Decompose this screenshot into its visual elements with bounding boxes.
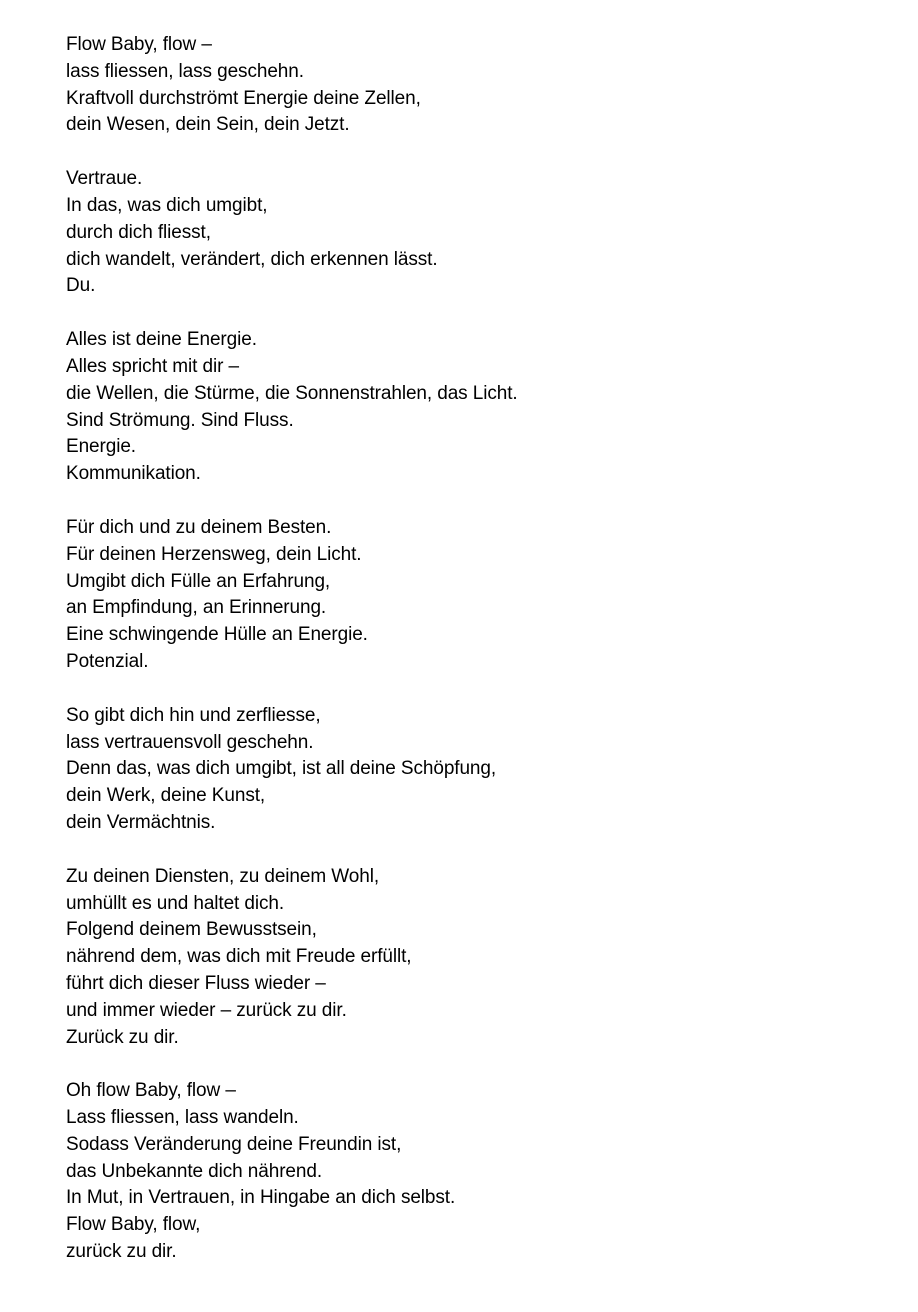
poem-line: dein Werk, deine Kunst, — [66, 785, 266, 807]
poem-line: Alles ist deine Energie. — [66, 329, 257, 351]
poem-line: Sind Strömung. Sind Fluss. — [66, 409, 294, 431]
poem-line: Für deinen Herzensweg, dein Licht. — [66, 543, 362, 565]
poem-line: Potenzial. — [66, 650, 149, 672]
poem-line: Zu deinen Diensten, zu deinem Wohl, — [66, 865, 379, 887]
poem-line: Kraftvoll durchströmt Energie deine Zellen, — [66, 87, 421, 109]
poem-text — [66, 32, 886, 1266]
poem-line: Vertraue. — [66, 168, 143, 190]
poem-line: Flow Baby, flow, — [66, 1214, 201, 1236]
poem-line: lass fliessen, lass geschehn. — [66, 60, 304, 82]
poem-line: Oh flow Baby, flow – — [66, 1080, 236, 1102]
poem-line: dein Vermächtnis. — [66, 811, 216, 833]
poem-line: In Mut, in Vertrauen, in Hingabe an dich selbst. — [66, 1187, 456, 1209]
poem-line: Flow Baby, flow – — [66, 34, 212, 55]
poem-line: und immer wieder – zurück zu dir. — [66, 999, 347, 1021]
poem-line: durch dich fliesst, — [66, 221, 211, 243]
stanza-3 — [66, 327, 886, 488]
poem-line: So gibt dich hin und zerfliesse, — [66, 704, 321, 726]
poem-line: Alles spricht mit dir – — [66, 355, 239, 377]
poem-line: lass vertrauensvoll geschehn. — [66, 731, 314, 753]
poem-line: Zurück zu dir. — [66, 1026, 179, 1048]
poem-line: Folgend deinem Bewusstsein, — [66, 919, 317, 941]
poem-line: nährend dem, was dich mit Freude erfüllt, — [66, 946, 412, 968]
poem-line: Du. — [66, 275, 96, 297]
poem-line: Kommunikation. — [66, 463, 201, 485]
poem-line: Für dich und zu deinem Besten. — [66, 516, 332, 538]
stanza-6 — [66, 864, 886, 1052]
poem-line: Lass fliessen, lass wandeln. — [66, 1107, 299, 1129]
poem-line: Eine schwingende Hülle an Energie. — [66, 624, 368, 646]
stanza-4 — [66, 515, 886, 676]
poem-line: die Wellen, die Stürme, die Sonnenstrahlen, das Licht. — [66, 382, 518, 404]
poem-line: In das, was dich umgibt, — [66, 194, 268, 216]
poem-line: Energie. — [66, 436, 136, 458]
poem-line: Sodass Veränderung deine Freundin ist, — [66, 1133, 402, 1155]
poem-line: zurück zu dir. — [66, 1241, 177, 1263]
poem-line: führt dich dieser Fluss wieder – — [66, 972, 326, 994]
poem-line: dich wandelt, verändert, dich erkennen lässt. — [66, 248, 438, 270]
poem-line: an Empfindung, an Erinnerung. — [66, 597, 327, 619]
stanza-2 — [66, 166, 886, 300]
poem-line: dein Wesen, dein Sein, dein Jetzt. — [66, 114, 350, 136]
poem-line: Denn das, was dich umgibt, ist all deine Schöpfung, — [66, 758, 497, 780]
stanza-7 — [66, 1078, 886, 1266]
stanza-5 — [66, 703, 886, 837]
poem-line: umhüllt es und haltet dich. — [66, 892, 285, 914]
poem-line: das Unbekannte dich nährend. — [66, 1160, 323, 1182]
stanza-1 — [66, 32, 886, 139]
poem-line: Umgibt dich Fülle an Erfahrung, — [66, 570, 331, 592]
